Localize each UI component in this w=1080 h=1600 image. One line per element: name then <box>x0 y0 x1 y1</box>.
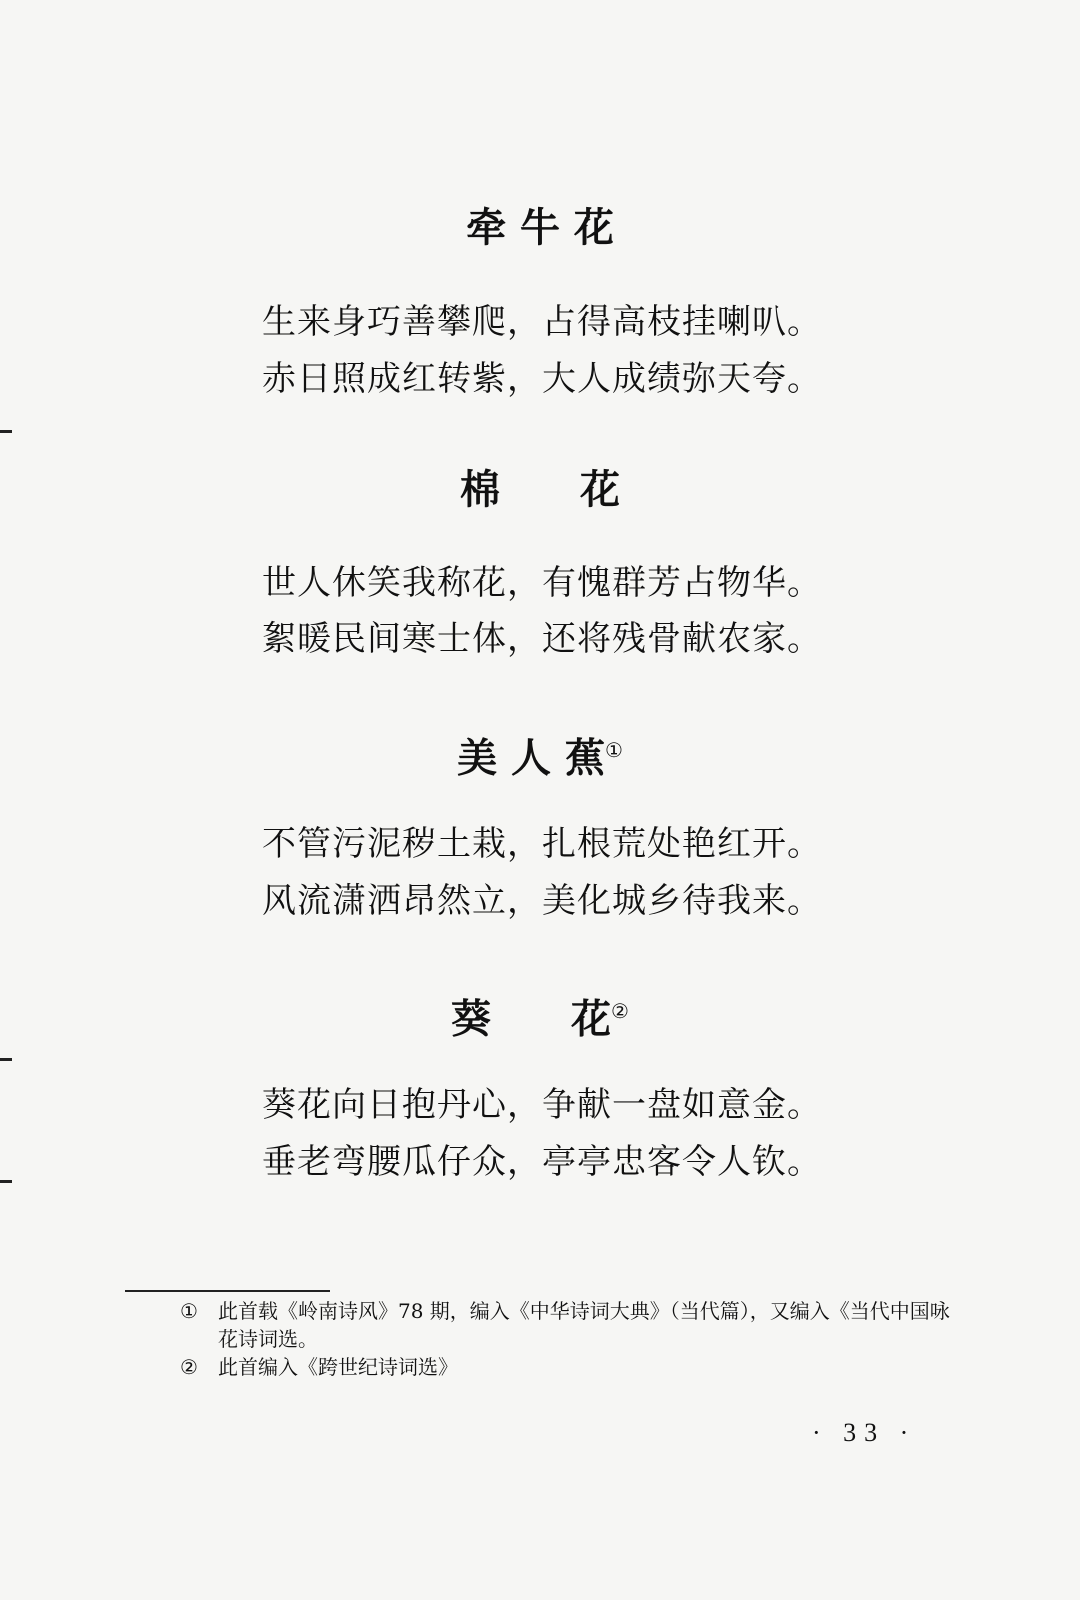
poem-line: 风流潇洒昂然立，美化城乡待我来。 <box>262 881 822 921</box>
poem-title <box>0 725 1080 783</box>
footnote <box>180 1353 960 1381</box>
poem-title <box>0 203 1080 253</box>
footnote-marker: ② <box>180 1355 198 1379</box>
footnote-marker: ① <box>180 1299 198 1323</box>
poem-title <box>0 986 1080 1044</box>
footnote-text: 此首载《岭南诗风》78 期，编入《中华诗词大典》（当代篇），又编入《当代中国咏花诗词选。 <box>218 1299 950 1351</box>
poem-line: 赤日照成红转紫，大人成绩弥天夸。 <box>262 359 822 399</box>
poem-title-text: 牵 牛 花 <box>466 205 614 251</box>
footnote-text: 此首编入《跨世纪诗词选》 <box>218 1355 458 1379</box>
footnote <box>180 1297 960 1353</box>
footnote-reference: ② <box>611 999 629 1023</box>
poem-title <box>0 465 1080 515</box>
page-number: · 33 · <box>812 1418 917 1447</box>
poem-line: 不管污泥秽土栽，扎根荒处艳红开。 <box>262 824 822 864</box>
poem-title-text: 美 人 蕉 <box>457 735 605 782</box>
poem-line: 垂老弯腰瓜仔众，亭亭忠客令人钦。 <box>262 1142 822 1182</box>
poem-title-text: 葵 花 <box>451 996 612 1043</box>
footnote-separator <box>125 1290 330 1292</box>
scan-edge-mark <box>0 1180 12 1183</box>
poem-line: 生来身巧善攀爬，占得高枝挂喇叭。 <box>262 302 822 342</box>
footnote-reference: ① <box>604 738 623 762</box>
scan-edge-mark <box>0 430 12 433</box>
poem-line: 世人休笑我称花，有愧群芳占物华。 <box>262 563 822 603</box>
scan-edge-mark <box>0 1058 12 1061</box>
poem-title-text: 棉 花 <box>460 467 620 513</box>
poem-line: 葵花向日抱丹心，争献一盘如意金。 <box>262 1085 822 1125</box>
poem-line: 絮暖民间寒士体，还将残骨献农家。 <box>262 619 822 659</box>
